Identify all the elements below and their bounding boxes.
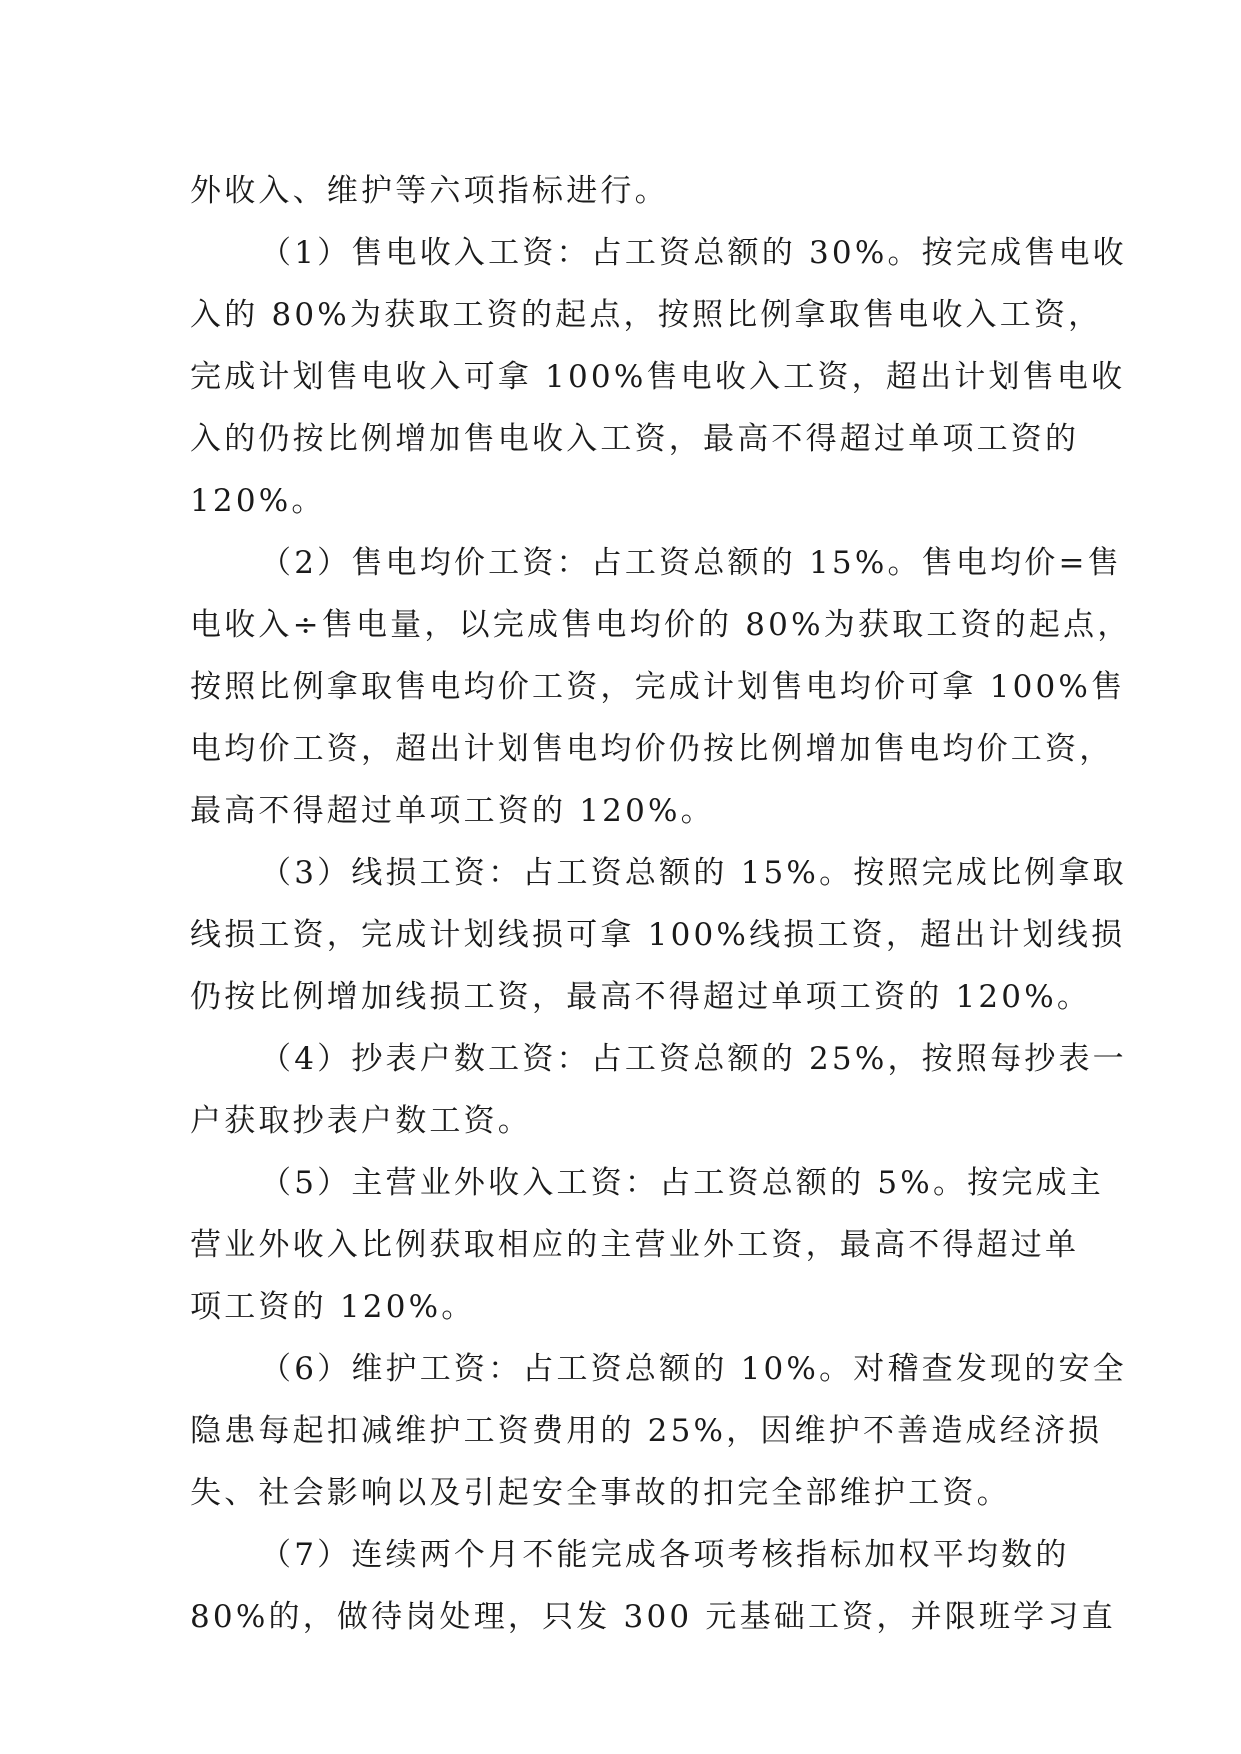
paragraph-item-3 — [190, 842, 1127, 1028]
text-line: 户获取抄表户数工资。 — [190, 1103, 532, 1139]
paragraph-item-5 — [190, 1152, 1104, 1338]
paragraph-intro — [190, 160, 1050, 222]
paragraph-item-6 — [190, 1338, 1127, 1524]
text-line: 80%的，做待岗处理，只发 300 元基础工资，并限班学习直 — [190, 1599, 1116, 1635]
text-line: 入的仍按比例增加售电收入工资，最高不得超过单项工资的 — [190, 421, 1080, 457]
text-line: （2）售电均价工资：占工资总额的 15%。售电均价=售 — [260, 545, 1122, 581]
text-line: （1）售电收入工资：占工资总额的 30%。按完成售电收 — [260, 235, 1127, 271]
text-line: （4）抄表户数工资：占工资总额的 25%，按照每抄表一 — [260, 1041, 1127, 1077]
text-line: 电均价工资，超出计划售电均价仍按比例增加售电均价工资， — [190, 731, 1114, 767]
paragraph-item-1 — [190, 222, 1127, 532]
text-line: （6）维护工资：占工资总额的 10%。对稽查发现的安全 — [260, 1351, 1127, 1387]
paragraph-item-7 — [190, 1524, 1116, 1648]
text-line: （3）线损工资：占工资总额的 15%。按照完成比例拿取 — [260, 855, 1127, 891]
text-line: （7）连续两个月不能完成各项考核指标加权平均数的 — [260, 1537, 1070, 1573]
text-line: 线损工资，完成计划线损可拿 100%线损工资，超出计划线损 — [190, 917, 1126, 953]
text-line: 隐患每起扣减维护工资费用的 25%，因维护不善造成经济损 — [190, 1413, 1103, 1449]
text-line: 120%。 — [190, 483, 326, 519]
text-line: 最高不得超过单项工资的 120%。 — [190, 793, 715, 829]
text-line: 电收入÷售电量，以完成售电均价的 80%为获取工资的起点， — [190, 607, 1132, 643]
text-line: 完成计划售电收入可拿 100%售电收入工资，超出计划售电收 — [190, 359, 1126, 395]
text-line: 项工资的 120%。 — [190, 1289, 476, 1325]
text-line: 按照比例拿取售电均价工资，完成计划售电均价可拿 100%售 — [190, 669, 1126, 705]
text-line: 外收入、维护等六项指标进行。 — [190, 173, 669, 209]
text-line: （5）主营业外收入工资：占工资总额的 5%。按完成主 — [260, 1165, 1104, 1201]
text-line: 营业外收入比例获取相应的主营业外工资，最高不得超过单 — [190, 1227, 1080, 1263]
paragraph-item-2 — [190, 532, 1132, 842]
paragraph-item-4 — [190, 1028, 1127, 1152]
text-line: 仍按比例增加线损工资，最高不得超过单项工资的 120%。 — [190, 979, 1092, 1015]
text-line: 入的 80%为获取工资的起点，按照比例拿取售电收入工资， — [190, 297, 1103, 333]
document-body — [190, 160, 1132, 1648]
text-line: 失、社会影响以及引起安全事故的扣完全部维护工资。 — [190, 1475, 1011, 1511]
